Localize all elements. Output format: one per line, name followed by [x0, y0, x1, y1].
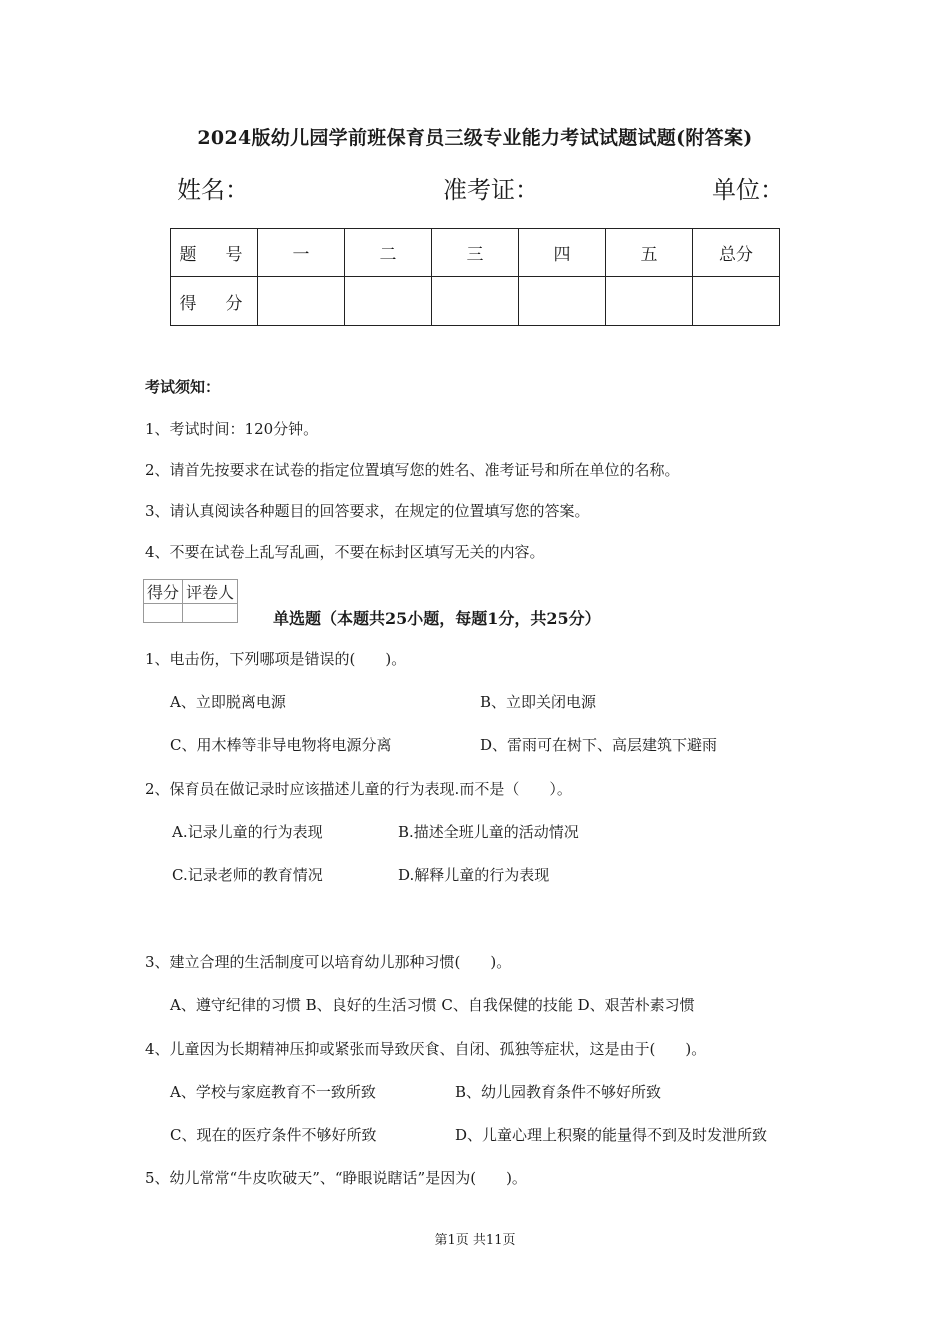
- score-table-header-total: 总分: [693, 229, 780, 277]
- question-3-options[interactable]: A、遵守纪律的习惯 B、良好的生活习惯 C、自我保健的技能 D、艰苦朴素习惯: [170, 996, 695, 1014]
- question-5-stem: 5、幼儿常常“牛皮吹破天”、“睁眼说瞎话”是因为( )。: [145, 1169, 527, 1187]
- score-table-header-3: 三: [432, 229, 519, 277]
- grader-box: [143, 579, 238, 623]
- section-title: 单选题（本题共25小题，每题1分，共25分）: [273, 609, 601, 628]
- question-1-stem: 1、电击伤，下列哪项是错误的( )。: [145, 650, 407, 668]
- grader-name-label: 评卷人: [183, 580, 238, 604]
- question-1-option-a[interactable]: A、立即脱离电源: [170, 693, 286, 711]
- question-1-option-c[interactable]: C、用木棒等非导电物将电源分离: [170, 736, 392, 754]
- question-4-option-c[interactable]: C、现在的医疗条件不够好所致: [170, 1126, 377, 1144]
- notice-title: 考试须知：: [145, 378, 221, 396]
- score-cell-3[interactable]: [432, 277, 519, 326]
- notice-item-4: 4、不要在试卷上乱写乱画，不要在标封区填写无关的内容。: [145, 543, 545, 561]
- question-2-option-a[interactable]: A.记录儿童的行为表现: [172, 823, 323, 841]
- score-cell-2[interactable]: [345, 277, 432, 326]
- question-4-option-d[interactable]: D、儿童心理上积聚的能量得不到及时发泄所致: [455, 1126, 768, 1144]
- exam-id-field-label: 准考证：: [443, 176, 539, 204]
- score-table-header-5: 五: [606, 229, 693, 277]
- question-4-stem: 4、儿童因为长期精神压抑或紧张而导致厌食、自闭、孤独等症状，这是由于( )。: [145, 1040, 707, 1058]
- score-table-row-label: 得 分: [171, 277, 258, 326]
- unit-field-label: 单位：: [712, 176, 784, 204]
- score-cell-total[interactable]: [693, 277, 780, 326]
- question-4-option-b[interactable]: B、幼儿园教育条件不够好所致: [455, 1083, 662, 1101]
- notice-item-3: 3、请认真阅读各种题目的回答要求，在规定的位置填写您的答案。: [145, 502, 590, 520]
- notice-item-1: 1、考试时间：120分钟。: [145, 420, 319, 438]
- question-1-option-b[interactable]: B、立即关闭电源: [480, 693, 597, 711]
- score-table-header-label: 题 号: [171, 229, 258, 277]
- question-1-option-d[interactable]: D、雷雨可在树下、高层建筑下避雨: [480, 736, 718, 754]
- page-footer: 第1页 共11页: [434, 1233, 516, 1248]
- question-2-option-c[interactable]: C.记录老师的教育情况: [172, 866, 323, 884]
- notice-item-2: 2、请首先按要求在试卷的指定位置填写您的姓名、准考证号和所在单位的名称。: [145, 461, 680, 479]
- question-4-option-a[interactable]: A、学校与家庭教育不一致所致: [170, 1083, 376, 1101]
- score-cell-5[interactable]: [606, 277, 693, 326]
- grader-score-cell[interactable]: [144, 604, 183, 623]
- score-table-header-2: 二: [345, 229, 432, 277]
- score-table-header-4: 四: [519, 229, 606, 277]
- grader-name-cell[interactable]: [183, 604, 238, 623]
- score-table-header-row: [171, 229, 780, 277]
- page-title: 2024版幼儿园学前班保育员三级专业能力考试试题试题(附答案): [197, 127, 753, 149]
- name-field-label: 姓名：: [177, 176, 249, 204]
- score-table-header-1: 一: [258, 229, 345, 277]
- score-cell-4[interactable]: [519, 277, 606, 326]
- grader-score-label: 得分: [144, 580, 183, 604]
- score-table-score-row: [171, 277, 780, 326]
- question-3-stem: 3、建立合理的生活制度可以培育幼儿那种习惯( )。: [145, 953, 512, 971]
- score-table: [170, 228, 780, 326]
- question-2-option-b[interactable]: B.描述全班儿童的活动情况: [398, 823, 579, 841]
- question-2-option-d[interactable]: D.解释儿童的行为表现: [398, 866, 550, 884]
- score-cell-1[interactable]: [258, 277, 345, 326]
- question-2-stem: 2、保育员在做记录时应该描述儿童的行为表现.而不是（ ）。: [145, 780, 572, 798]
